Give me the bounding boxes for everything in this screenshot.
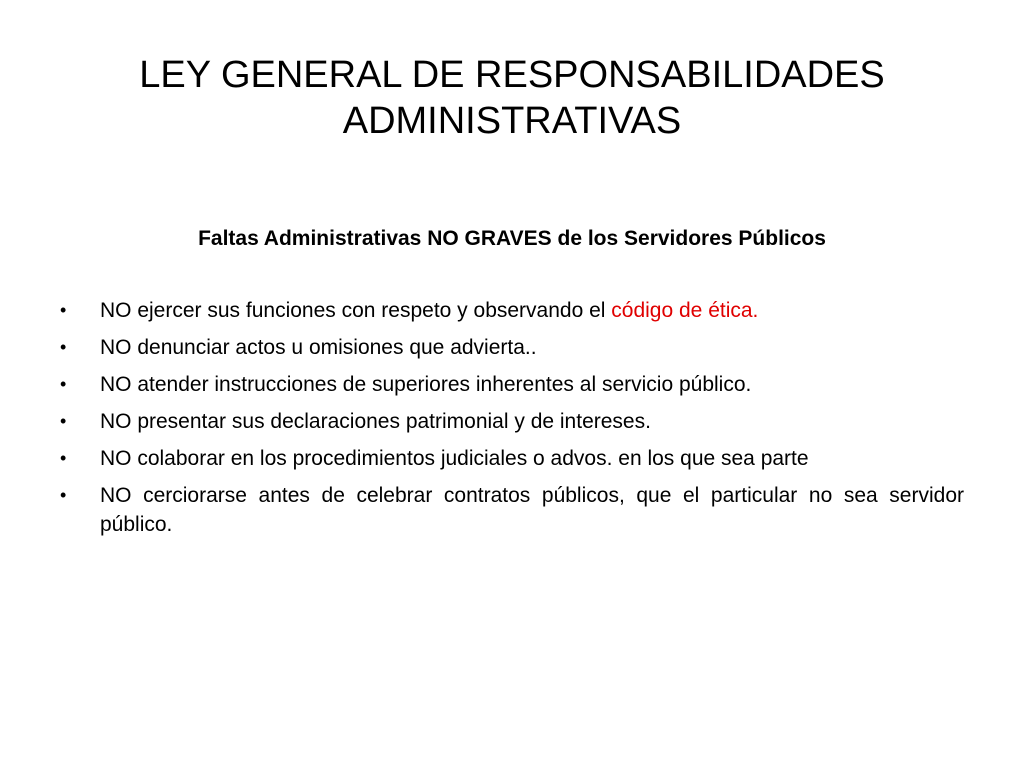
bullet-item-2 [60, 333, 964, 362]
bullet-item-5 [60, 444, 964, 473]
bullet-icon: • [60, 337, 67, 357]
bullet-text: NO denunciar actos u omisiones que advierta.. [100, 336, 537, 359]
bullet-text: NO colaborar en los procedimientos judiciales o advos. en los que sea parte [100, 447, 809, 470]
bullet-icon: • [60, 300, 67, 320]
bullet-icon: • [60, 374, 67, 394]
bullet-icon: • [60, 411, 67, 431]
bullet-item-4 [60, 407, 964, 436]
bullet-icon: • [60, 485, 67, 505]
bullet-text: NO atender instrucciones de superiores inherentes al servicio público. [100, 373, 752, 396]
bullet-item-3 [60, 370, 964, 399]
bullet-item-6 [60, 481, 964, 539]
bullet-item-1 [60, 296, 964, 325]
bullet-text: NO cerciorarse antes de celebrar contratos públicos, que el particular no sea servidor público. [100, 484, 964, 536]
bullet-highlight-text: código de ética. [611, 299, 759, 322]
slide-title-line-1: LEY GENERAL DE RESPONSABILIDADES [139, 54, 885, 96]
bullet-text: NO presentar sus declaraciones patrimonial y de intereses. [100, 410, 651, 433]
bullet-icon: • [60, 448, 67, 468]
bullet-list [60, 296, 964, 547]
slide-subtitle: Faltas Administrativas NO GRAVES de los Servidores Públicos [198, 227, 826, 250]
slide-title-line-2: ADMINISTRATIVAS [342, 100, 682, 142]
bullet-text: NO ejercer sus funciones con respeto y observando el [100, 299, 612, 322]
slide-title [80, 52, 944, 144]
